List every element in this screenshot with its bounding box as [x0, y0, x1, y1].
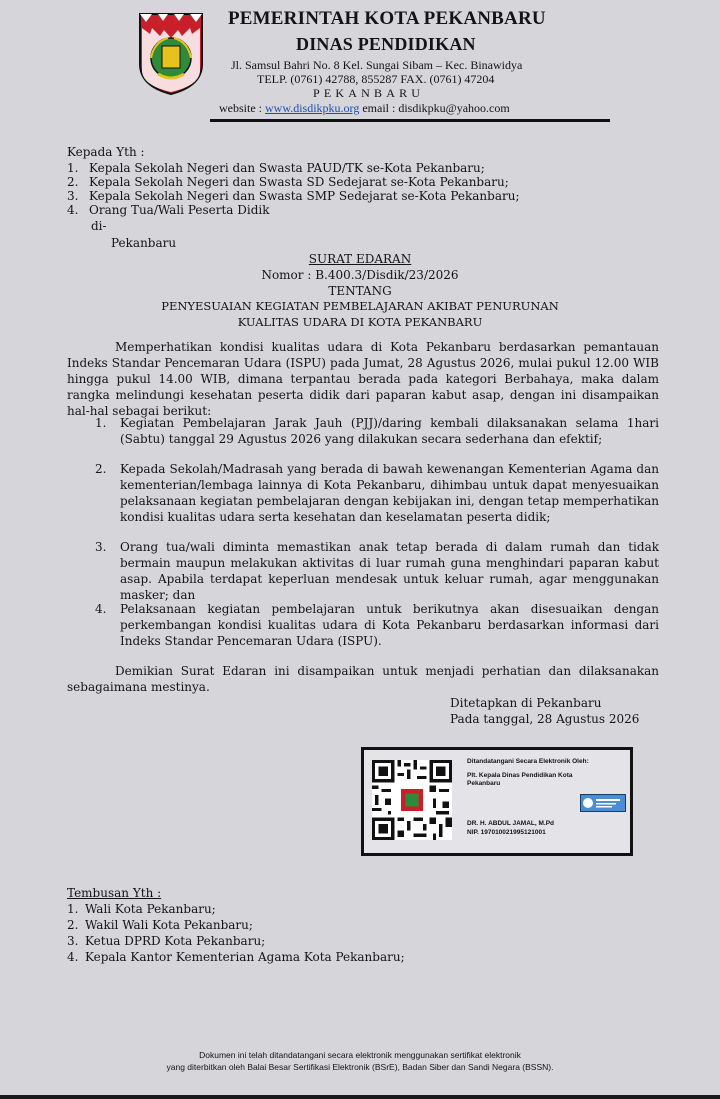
- cc-item: 1. Wali Kota Pekanbaru;: [67, 902, 216, 916]
- signature-box-title: Ditandatangani Secara Elektronik Oleh:: [467, 758, 589, 765]
- cc-item: 4. Kepala Kantor Kementerian Agama Kota Pekanbaru;: [67, 950, 405, 964]
- address: Jl. Samsul Bahri No. 8 Kel. Sungai Sibam – Kec. Binawidya: [231, 58, 523, 72]
- signature-date: Pada tanggal, 28 Agustus 2026: [450, 712, 640, 726]
- point-item: 2. Kepada Sekolah/Madrasah yang berada di bawah kewenangan Kementerian Agama dan kementerian/lembaga lainnya di Kota Pekanbaru, dihimbau untuk dapat menyesuaikan pelaksanaan kegiatan pembelajaran dengan kebijakan ini, dengan tetap memperhatikan kondisi kualitas udara serta kesehatan dan keselamatan peserta didik;: [95, 462, 659, 524]
- government-name: PEMERINTAH KOTA PEKANBARU: [228, 8, 546, 29]
- department-name: DINAS PENDIDIKAN: [296, 34, 476, 54]
- cc-title: Tembusan Yth :: [67, 886, 162, 900]
- recipient-item: 4. Orang Tua/Wali Peserta Didik: [67, 203, 270, 217]
- recipient-di: di-: [91, 219, 107, 233]
- signer-position: Plt. Kepala Dinas Pendidikan Kota Pekanbaru: [467, 772, 573, 787]
- city-emblem-icon: [138, 12, 204, 96]
- signer-nip: NIP. 197010021995121001: [467, 829, 546, 836]
- point-item: 1. Kegiatan Pembelajaran Jarak Jauh (PJJ)/daring kembali dilaksanakan selama 1hari (Sabtu) tanggal 29 Agustus 2026 yang dilakukan secara sederhana dan efektif;: [95, 416, 659, 446]
- letter-subject-line2: KUALITAS UDARA DI KOTA PEKANBARU: [237, 315, 483, 329]
- letterhead-rule: [210, 119, 610, 122]
- cc-item: 2. Wakil Wali Kota Pekanbaru;: [67, 918, 253, 932]
- city-name: PEKANBARU: [313, 86, 425, 100]
- phone-fax: TELP. (0761) 42788, 855287 FAX. (0761) 47204: [257, 72, 495, 86]
- page-bottom-edge: [0, 1095, 720, 1099]
- recipient-place: Pekanbaru: [111, 236, 177, 250]
- letter-type: SURAT EDARAN: [308, 252, 412, 266]
- electronic-signature-box: [361, 747, 633, 856]
- point-item: 3. Orang tua/wali diminta memastikan anak tetap berada di dalam rumah dan tidak bermain maupun melakukan aktivitas di luar rumah guna menghindari paparan kabut asap. Apabila terdapat keperluan mendesak untuk keluar rumah, agar menggunakan masker; dan: [95, 540, 659, 602]
- letter-subject-line1: PENYESUAIAN KEGIATAN PEMBELAJARAN AKIBAT PENURUNAN: [161, 299, 559, 313]
- recipient-item: 2. Kepala Sekolah Negeri dan Swasta SD Sedejarat se-Kota Pekanbaru;: [67, 175, 509, 189]
- signature-place: Ditetapkan di Pekanbaru: [450, 696, 602, 710]
- contact-line: [219, 101, 510, 116]
- cc-item: 3. Ketua DPRD Kota Pekanbaru;: [67, 934, 266, 948]
- bsre-logo-icon: [580, 794, 626, 812]
- point-item: 4. Pelaksanaan kegiatan pembelajaran untuk berikutnya akan disesuaikan dengan perkembangan kondisi kualitas udara di Kota Pekanbaru berdasarkan informasi dari Indeks Standar Pencemaran Udara (ISPU).: [95, 602, 659, 648]
- recipient-item: 3. Kepala Sekolah Negeri dan Swasta SMP Sedejarat se-Kota Pekanbaru;: [67, 189, 520, 203]
- signer-name: DR. H. ABDUL JAMAL, M.Pd: [467, 820, 555, 827]
- email-text: email : disdikpku@yahoo.com: [359, 101, 510, 115]
- opening-paragraph: Memperhatikan kondisi kualitas udara di Kota Pekanbaru berdasarkan pemantauan Indeks Standar Pencemaran Udara (ISPU) pada Jumat, 28 Agustus 2026, mulai pukul 12.00 WIB hingga pukul 14.00 WIB, dimana terpantau berada pada kategori Berbahaya, maka dalam rangka melindungi kesehatan peserta didik dari paparan kabut asap, dengan ini disampaikan hal-hal sebagai berikut:: [67, 340, 659, 418]
- website-label: website :: [219, 101, 265, 115]
- qr-code-icon: [372, 760, 452, 840]
- letter-about: TENTANG: [328, 284, 392, 298]
- recipients-intro: Kepada Yth :: [67, 145, 145, 159]
- footer-line1: Dokumen ini telah ditandatangani secara elektronik menggunakan sertifikat elektronik: [199, 1050, 521, 1060]
- closing-paragraph: Demikian Surat Edaran ini disampaikan untuk menjadi perhatian dan dilaksanakan sebagaimana mestinya.: [67, 664, 659, 694]
- footer-line2: yang diterbitkan oleh Balai Besar Sertifikasi Elektronik (BSrE), Badan Siber dan Sandi Negara (BSSN).: [166, 1062, 554, 1072]
- letter-number: Nomor : B.400.3/Disdik/23/2026: [261, 268, 459, 282]
- recipient-item: 1. Kepala Sekolah Negeri dan Swasta PAUD/TK se-Kota Pekanbaru;: [67, 161, 485, 175]
- website-link[interactable]: www.disdikpku.org: [265, 101, 360, 115]
